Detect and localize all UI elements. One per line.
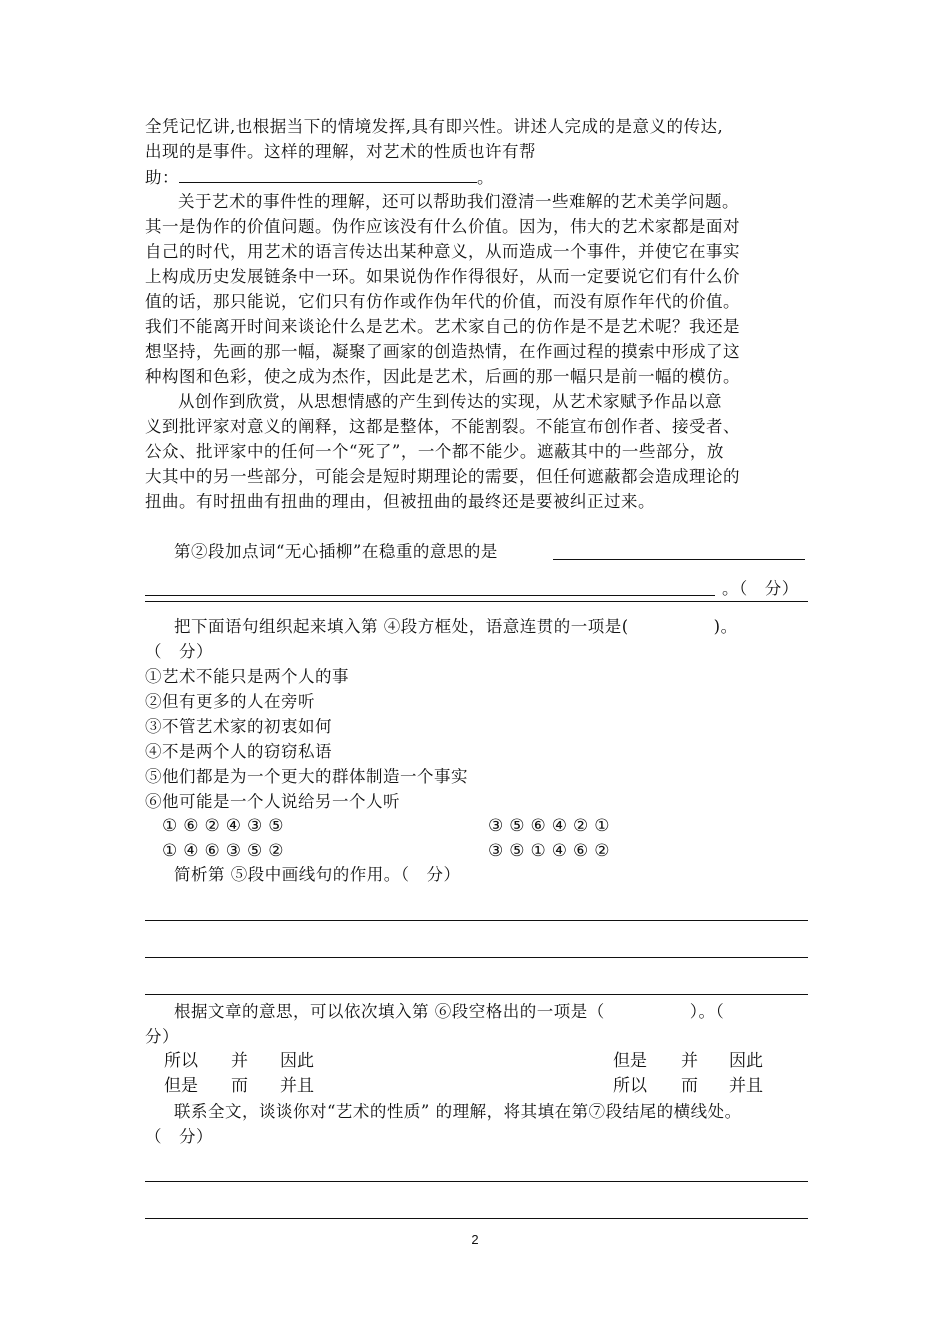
passage-line: 公众、批评家中的任何一个“死了”，一个都不能少。遮蔽其中的一些部分，放 <box>145 442 724 461</box>
option-word[interactable]: 并 <box>231 1051 248 1071</box>
statement-item: ④不是两个人的窃窃私语 <box>145 742 332 761</box>
passage-line: 想坚持，先画的那一幅，凝聚了画家的创造热情，在作画过程的摸索中形成了这 <box>145 342 740 361</box>
statement-item: ⑤他们都是为一个更大的群体制造一个事实 <box>145 767 468 786</box>
question-3-text: 简析第 ⑤段中画线句的作用。（ 分） <box>174 865 461 884</box>
option-word[interactable]: 而 <box>231 1076 248 1096</box>
passage-line: 上构成历史发展链条中一环。如果说伪作作得很好，从而一定要说它们有什么价 <box>145 267 740 286</box>
question-4-text: 根据文章的意思，可以依次填入第 ⑥段空格出的一项是（ ）。（ <box>174 1002 725 1021</box>
option-word[interactable]: 并 <box>681 1051 698 1071</box>
option-word[interactable]: 但是 <box>613 1051 647 1071</box>
statement-item: ③不管艺术家的初衷如何 <box>145 717 332 736</box>
option-word[interactable]: 所以 <box>613 1076 647 1096</box>
passage-line: 全凭记忆讲,也根据当下的情境发挥,具有即兴性。讲述人完成的是意义的传达, <box>145 117 724 136</box>
question-5-score: （ 分） <box>145 1127 213 1146</box>
passage-line-with-blank <box>145 164 494 190</box>
option-word[interactable]: 因此 <box>280 1051 314 1071</box>
choice-option[interactable]: ①④⑥③⑤② <box>162 841 290 861</box>
option-word[interactable]: 并且 <box>729 1076 763 1096</box>
passage-line: 我们不能离开时间来谈论什么是艺术。艺术家自己的仿作是不是艺术呢？我还是 <box>145 317 740 336</box>
answer-line[interactable] <box>145 994 808 995</box>
statement-item: ⑥他可能是一个人说给另一个人听 <box>145 792 400 811</box>
passage-line: 大其中的另一些部分，可能会是短时期理论的需要，但任何遮蔽都会造成理论的 <box>145 467 740 486</box>
answer-line[interactable] <box>145 920 808 921</box>
answer-blank[interactable] <box>179 164 477 183</box>
passage-line: 自己的时代，用艺术的语言传达出某种意义，从而造成一个事件，并使它在事实 <box>145 242 740 261</box>
answer-line[interactable] <box>553 559 805 560</box>
passage-line: 其一是伪作的价值问题。伪作应该没有什么价值。因为，伟大的艺术家都是面对 <box>145 217 740 236</box>
question-1-score: 。（ 分） <box>722 579 799 598</box>
passage-line: 值的话，那只能说，它们只有仿作或作伪年代的价值，而没有原作年代的价值。 <box>145 292 740 311</box>
option-word[interactable]: 而 <box>681 1076 698 1096</box>
choice-option[interactable]: ①⑥②④③⑤ <box>162 816 290 836</box>
option-word[interactable]: 但是 <box>164 1076 198 1096</box>
answer-line[interactable] <box>145 1218 808 1219</box>
passage-line: 义到批评家对意义的阐释，这都是整体，不能割裂。不能宣布创作者、接受者、 <box>145 417 740 436</box>
passage-line-suffix: 。 <box>477 168 494 187</box>
option-word[interactable]: 所以 <box>164 1051 198 1071</box>
choice-option[interactable]: ③⑤①④⑥② <box>488 841 616 861</box>
passage-line: 关于艺术的事件性的理解，还可以帮助我们澄清一些难解的艺术美学问题。 <box>178 192 739 211</box>
choice-option[interactable]: ③⑤⑥④②① <box>488 816 616 836</box>
question-4-score: 分） <box>145 1027 179 1046</box>
option-word[interactable]: 因此 <box>729 1051 763 1071</box>
option-word[interactable]: 并且 <box>280 1076 314 1096</box>
statement-item: ①艺术不能只是两个人的事 <box>145 667 349 686</box>
divider <box>145 601 808 602</box>
question-5-text: 联系全文，谈谈你对“艺术的性质” 的理解，将其填在第⑦段结尾的横线处。 <box>174 1102 742 1121</box>
passage-line: 种构图和色彩，使之成为杰作，因此是艺术，后画的那一幅只是前一幅的模仿。 <box>145 367 740 386</box>
passage-line: 扭曲。有时扭曲有扭曲的理由，但被扭曲的最终还是要被纠正过来。 <box>145 492 655 511</box>
question-2-text: 把下面语句组织起来填入第 ④段方框处，语意连贯的一项是( )。 <box>174 617 738 636</box>
statement-item: ②但有更多的人在旁听 <box>145 692 315 711</box>
question-2-score: （ 分） <box>145 642 213 661</box>
answer-line[interactable] <box>145 1181 808 1182</box>
passage-line-prefix: 助： <box>145 168 179 187</box>
answer-line[interactable] <box>145 595 715 596</box>
answer-line[interactable] <box>145 957 808 958</box>
question-1 <box>174 539 498 564</box>
passage-line: 出现的是事件。这样的理解，对艺术的性质也许有帮 <box>145 142 536 161</box>
question-1-text: 第②段加点词“无心插柳”在稳重的意思的是 <box>174 542 498 561</box>
passage-line: 从创作到欣赏，从思想情感的产生到传达的实现，从艺术家赋予作品以意 <box>178 392 722 411</box>
page-number: 2 <box>471 1232 479 1247</box>
